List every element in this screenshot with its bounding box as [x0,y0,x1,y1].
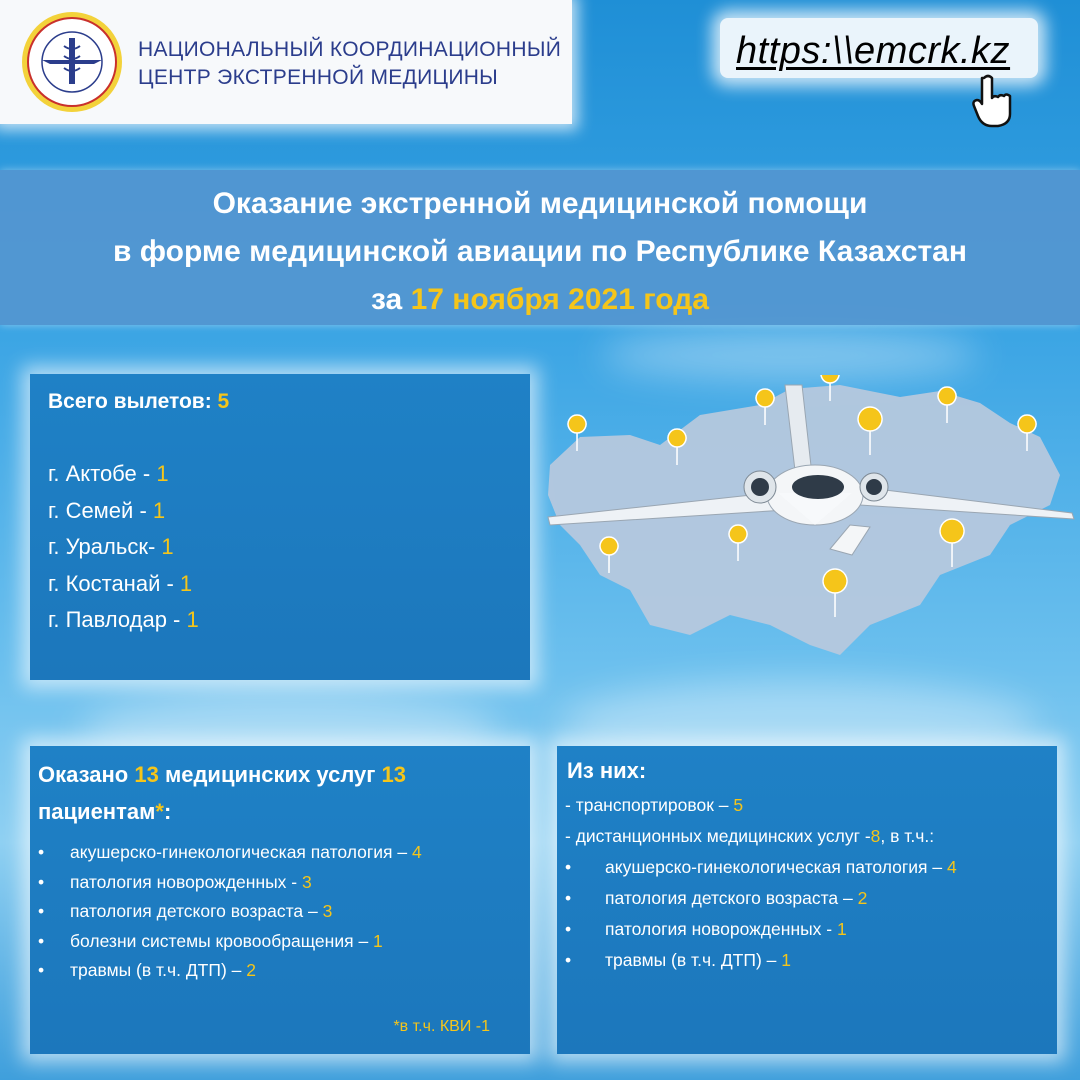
bullet-icon: • [38,901,45,921]
service-label: патология новорожденных - [70,871,302,892]
service-label: травмы (в т.ч. ДТП) – [70,960,247,980]
bullet-icon: • [38,960,45,980]
city-row [48,529,199,566]
bullet-icon: • [565,857,572,877]
transport-label: - транспортировок – [565,795,734,815]
transport-row [565,790,957,821]
list-item [565,945,957,976]
transport-value: 5 [733,795,744,815]
breakdown-label: акушерско-гинекологическая патология – [605,857,947,877]
remote-suffix: , в т.ч.: [880,826,935,846]
list-item [565,883,957,914]
list-item [565,852,957,883]
breakdown-value: 1 [837,919,847,939]
services-count: 13 [134,762,159,787]
services-heading [38,756,518,830]
city-name: г. Семей - [48,497,153,523]
service-label: акушерско-гинекологическая патология – [70,842,412,862]
website-link[interactable]: https:\\emcrk.kz [736,30,1011,72]
services-head-b: медицинских услуг [158,762,382,787]
list-item [38,956,422,986]
service-value: 4 [412,842,422,862]
breakdown-list [565,790,957,976]
breakdown-label: травмы (в т.ч. ДТП) – [605,950,782,970]
emblem-logo-icon [20,10,124,114]
bullet-icon: • [38,930,45,951]
city-name: г. Актобе - [48,461,157,486]
breakdown-label: патология новорожденных - [605,919,837,939]
patients-count: 13 [381,762,407,787]
service-value: 1 [373,930,383,951]
service-value: 3 [322,901,333,921]
page-title [0,180,1080,324]
city-row [48,456,199,493]
org-name-line2: ЦЕНТР ЭКСТРЕННОЙ МЕДИЦИНЫ [138,66,499,89]
bullet-icon: • [565,919,572,939]
services-head-c: пациентам [38,799,156,824]
service-label: патология детского возраста – [70,901,323,921]
title-prefix: за [371,283,411,316]
breakdown-label: патология детского возраста – [605,888,858,908]
logo-banner[interactable] [0,0,572,124]
covid-footnote: *в т.ч. КВИ -1 [393,1018,490,1035]
flights-total [48,390,229,414]
remote-label: - дистанционных медицинских услуг - [565,826,871,846]
breakdown-value: 4 [947,857,957,877]
org-name-line1: НАЦИОНАЛЬНЫЙ КООРДИНАЦИОННЫЙ [138,38,562,61]
city-count: 1 [186,607,199,632]
organization-name [138,36,561,92]
city-name: г. Павлодар - [48,607,187,632]
services-head-a: Оказано [38,762,135,787]
breakdown-heading: Из них: [567,758,647,783]
bullet-icon: • [565,950,572,970]
city-row [48,602,199,639]
service-value: 2 [246,960,256,980]
services-panel [30,746,530,1054]
city-row [48,566,199,603]
services-list [38,838,422,986]
title-line2: в форме медицинской авиации по Республике Казахстан [113,235,967,268]
breakdown-value: 2 [857,888,868,908]
asterisk-mark: * [155,799,164,824]
title-line3 [0,276,1080,324]
title-line1: Оказание экстренной медицинской помощи [212,187,868,220]
pointing-hand-icon [972,74,1016,128]
flights-city-list [48,456,199,639]
flights-label: Всего вылетов: [48,390,218,413]
service-label: болезни системы кровообращения – [70,930,374,951]
bullet-icon: • [565,888,572,908]
flights-panel [30,374,530,680]
list-item [38,838,422,868]
heading-colon: : [163,799,172,824]
service-value: 3 [302,871,312,892]
bullet-icon: • [38,842,45,862]
breakdown-value: 1 [781,950,791,970]
cloud-decoration [600,330,980,380]
list-item [38,927,422,957]
city-count: 1 [152,497,166,523]
city-count: 1 [156,461,169,486]
list-item [38,897,422,927]
remote-row [565,821,957,852]
breakdown-panel [557,746,1057,1054]
city-count: 1 [161,534,174,559]
city-name: г. Костанай - [48,570,180,596]
remote-value: 8 [870,826,881,846]
city-name: г. Уральск- [48,534,162,559]
list-item [38,868,422,898]
flights-total-value: 5 [217,390,230,413]
list-item [565,914,957,945]
city-count: 1 [179,570,193,596]
report-date: 17 ноября 2021 года [410,283,709,316]
kazakhstan-map-illustration [540,375,1080,665]
bullet-icon: • [38,871,45,892]
city-row [48,493,199,530]
